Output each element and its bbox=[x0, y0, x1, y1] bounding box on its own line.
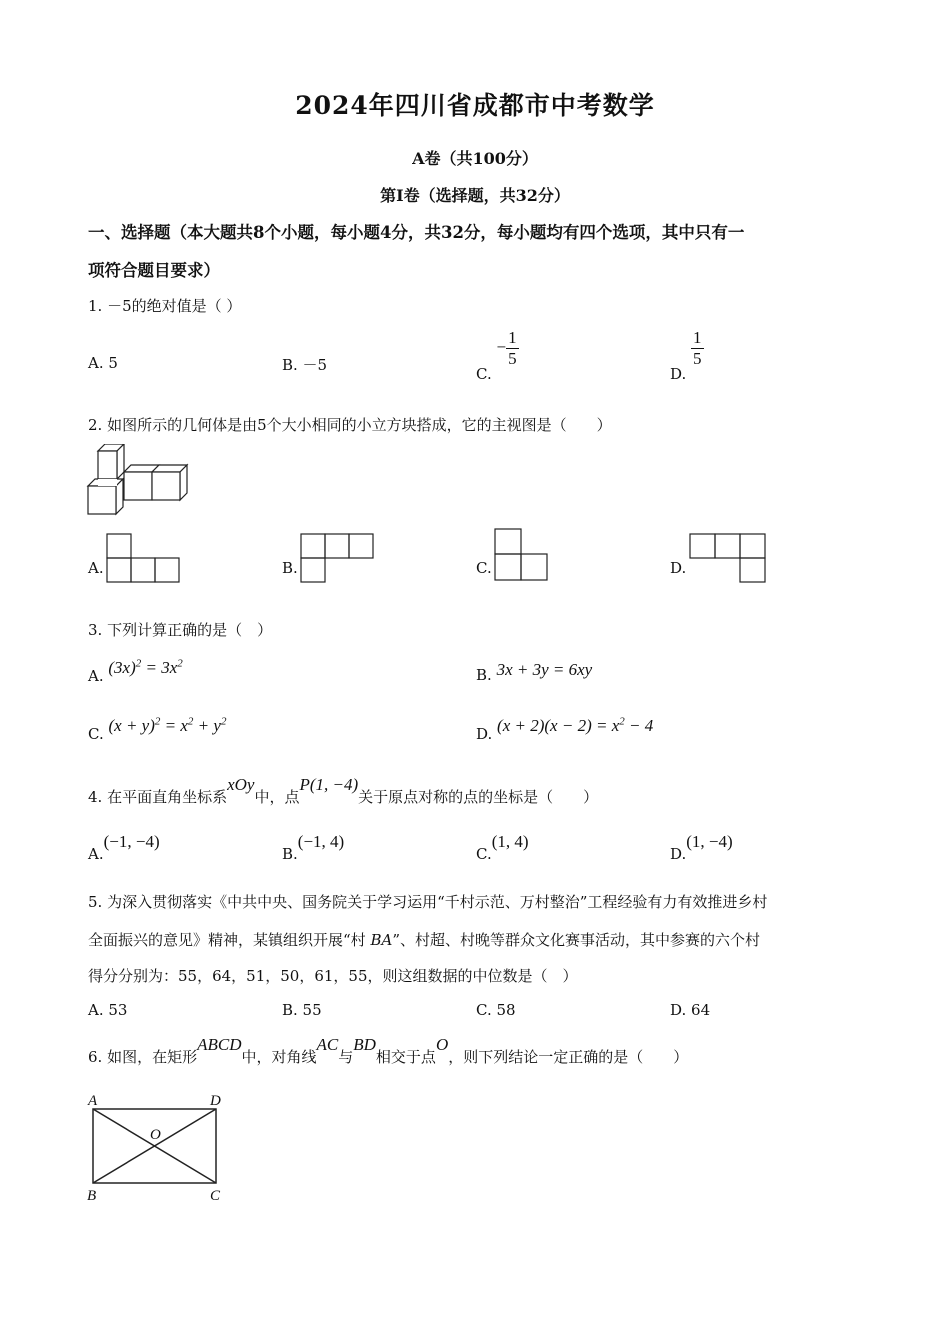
q5-line1: 5. 为深入贯彻落实《中共中央、国务院关于学习运用“千村示范、万村整治”工程经验有力有效推进乡村 bbox=[88, 893, 768, 911]
q1-option-c bbox=[476, 328, 519, 383]
q1-stem: 1. －5的绝对值是（ ） bbox=[88, 297, 242, 315]
q4-option-b: B.(−1, 4) bbox=[282, 832, 345, 863]
volume-heading: A卷（共100分） bbox=[412, 149, 538, 168]
minus-sign: − bbox=[496, 337, 507, 357]
fraction: $\frac{1}{5}$ bbox=[693, 328, 702, 368]
q2-solid-figure bbox=[86, 444, 198, 522]
part-heading: 第I卷（选择题，共32分） bbox=[380, 186, 570, 205]
q2-option-c-figure bbox=[494, 528, 550, 582]
q2-option-d-label: D. bbox=[670, 559, 687, 577]
q2-option-d-figure bbox=[689, 533, 767, 583]
vertex-label-c: C bbox=[210, 1188, 221, 1204]
q2-option-b-figure bbox=[300, 533, 376, 583]
q1-option-b: B. －5 bbox=[282, 356, 328, 374]
q6-stem: 6. 如图，在矩形ABCD中，对角线AC与BD相交于点O，则下列结论一定正确的是（ ） bbox=[88, 1035, 689, 1066]
vertex-label-b: B bbox=[87, 1188, 97, 1204]
vertex-label-a: A bbox=[88, 1093, 98, 1109]
q3-option-b: B. 3x + 3y = 6xy bbox=[476, 660, 593, 684]
q2-option-a-label: A. bbox=[88, 559, 104, 577]
section-heading-line1: 一、选择题（本大题共8个小题，每小题4分，共32分，每小题均有四个选项，其中只有一 bbox=[88, 223, 745, 242]
q4-option-d: D.(1, −4) bbox=[670, 832, 733, 863]
q1-option-a: A. 5 bbox=[88, 354, 118, 372]
q3-option-d: D. $(x + 2)(x - 2) = x^2 - 4$ bbox=[476, 715, 654, 743]
q2-option-c-label: C. bbox=[476, 559, 492, 577]
q5-option-d: D. 64 bbox=[670, 1001, 711, 1019]
q2-stem: 2. 如图所示的几何体是由5个大小相同的小立方块搭成，它的主视图是（ ） bbox=[88, 416, 612, 434]
q1-option-d bbox=[670, 328, 704, 383]
q4-stem: 4. 在平面直角坐标系xOy中，点P(1, −4)关于原点对称的点的坐标是（ ） bbox=[88, 775, 599, 806]
q5-option-c: C. 58 bbox=[476, 1001, 516, 1019]
q5-line2: 全面振兴的意见》精神，某镇组织开展“村 BA”、村超、村晚等群众文化赛事活动，其中参赛的六个村 bbox=[88, 931, 760, 949]
q5-option-a: A. 53 bbox=[88, 1001, 128, 1019]
q1-option-d-label: D. bbox=[670, 364, 692, 383]
fraction: $\frac{1}{5}$ bbox=[508, 328, 517, 368]
q3-stem: 3. 下列计算正确的是（ ） bbox=[88, 621, 273, 639]
q5-line3: 得分分别为：55，64，51，50，61，55，则这组数据的中位数是（ ） bbox=[88, 967, 578, 985]
q3-option-c: C. $(x + y)^2 = x^2 + y^2$ bbox=[88, 715, 227, 743]
page-title: 2024年四川省成都市中考数学 bbox=[295, 91, 655, 120]
q1-option-c-label: C. bbox=[476, 364, 497, 383]
q3-option-a: A. $(3x)^2 = 3x^2$ bbox=[88, 657, 183, 685]
q4-option-c: C.(1, 4) bbox=[476, 832, 529, 863]
q2-option-b-label: B. bbox=[282, 559, 298, 577]
q4-option-a: A.(−1, −4) bbox=[88, 832, 160, 863]
q2-option-a-figure bbox=[106, 533, 182, 583]
q5-option-b: B. 55 bbox=[282, 1001, 322, 1019]
q6-rectangle-figure bbox=[80, 1088, 230, 1206]
section-heading-line2: 项符合题目要求） bbox=[88, 261, 220, 280]
intersection-label-o: O bbox=[150, 1127, 161, 1143]
vertex-label-d: D bbox=[210, 1093, 221, 1109]
